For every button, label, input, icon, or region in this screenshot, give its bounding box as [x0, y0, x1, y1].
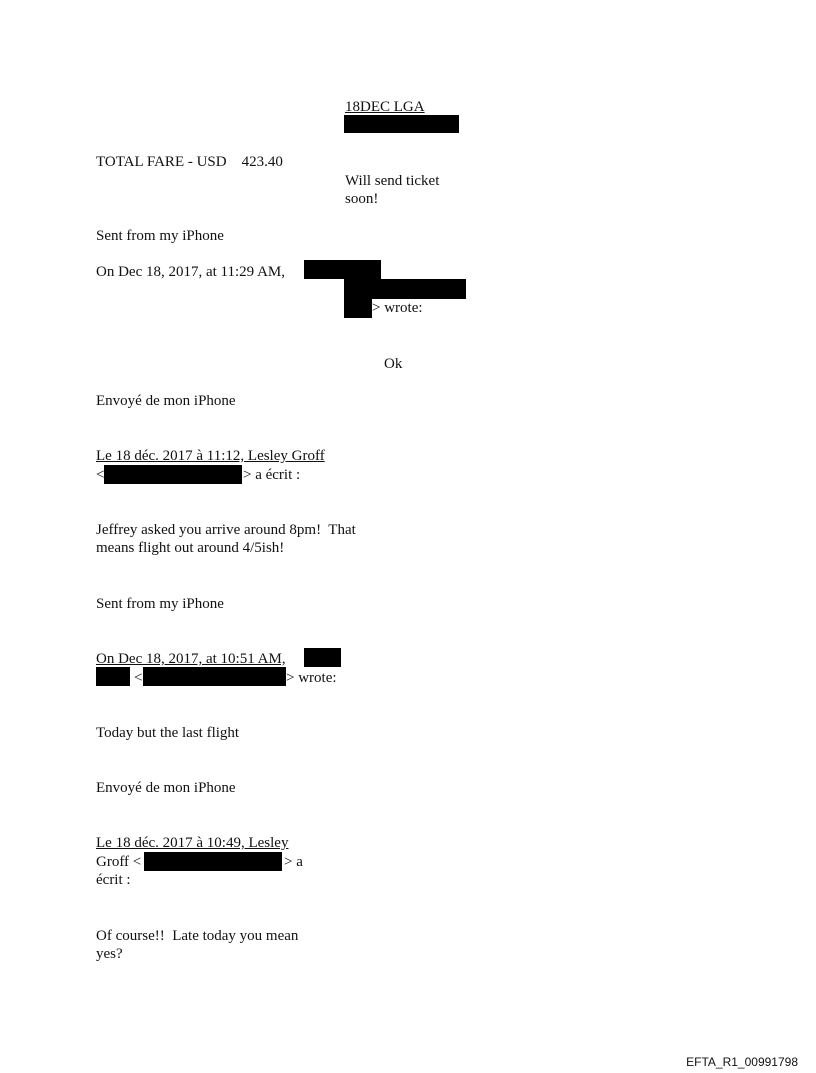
send-ticket-note-line-2: soon!: [345, 191, 379, 207]
wrote-label: > wrote:: [286, 670, 337, 686]
message-body: Ok: [384, 356, 403, 372]
reply-header: Le 18 déc. 2017 à 11:12, Lesley Groff: [96, 448, 325, 464]
email-signature: Sent from my iPhone: [96, 228, 224, 244]
email-signature: Envoyé de mon iPhone: [96, 393, 236, 409]
message-body: Today but the last flight: [96, 725, 240, 741]
total-fare-line: TOTAL FARE - USD 423.40: [96, 154, 283, 170]
email-open-bracket: <: [96, 467, 105, 483]
reply-header: On Dec 18, 2017, at 11:29 AM,: [96, 264, 286, 280]
redaction-block: [304, 260, 381, 279]
document-id: EFTA_R1_00991798: [686, 1055, 798, 1069]
redaction-block: [344, 115, 459, 133]
wrote-label: > wrote:: [372, 300, 423, 316]
redaction-block: [344, 299, 372, 318]
message-body-line-1: Jeffrey asked you arrive around 8pm! That: [96, 522, 356, 538]
redaction-block: [104, 465, 242, 484]
redaction-block: [96, 667, 130, 686]
reply-header-line-3: écrit :: [96, 872, 131, 888]
send-ticket-note-line-1: Will send ticket: [345, 173, 440, 189]
redaction-block: [344, 279, 466, 299]
email-signature: Envoyé de mon iPhone: [96, 780, 236, 796]
email-open-bracket: <: [134, 670, 143, 686]
reply-header-line-1: Le 18 déc. 2017 à 10:49, Lesley: [96, 835, 289, 851]
flight-date-line: 18DEC LGA: [345, 99, 425, 115]
message-body-line-2: means flight out around 4/5ish!: [96, 540, 285, 556]
wrote-label: > a: [284, 854, 303, 870]
message-body-line-2: yes?: [96, 946, 123, 962]
reply-header: On Dec 18, 2017, at 10:51 AM,: [96, 651, 286, 667]
redaction-block: [144, 852, 282, 871]
email-signature: Sent from my iPhone: [96, 596, 224, 612]
wrote-label: > a écrit :: [243, 467, 301, 483]
redaction-block: [143, 667, 286, 686]
reply-header-line-2: Groff <: [96, 854, 142, 870]
redaction-block: [304, 648, 341, 667]
message-body-line-1: Of course!! Late today you mean: [96, 928, 299, 944]
